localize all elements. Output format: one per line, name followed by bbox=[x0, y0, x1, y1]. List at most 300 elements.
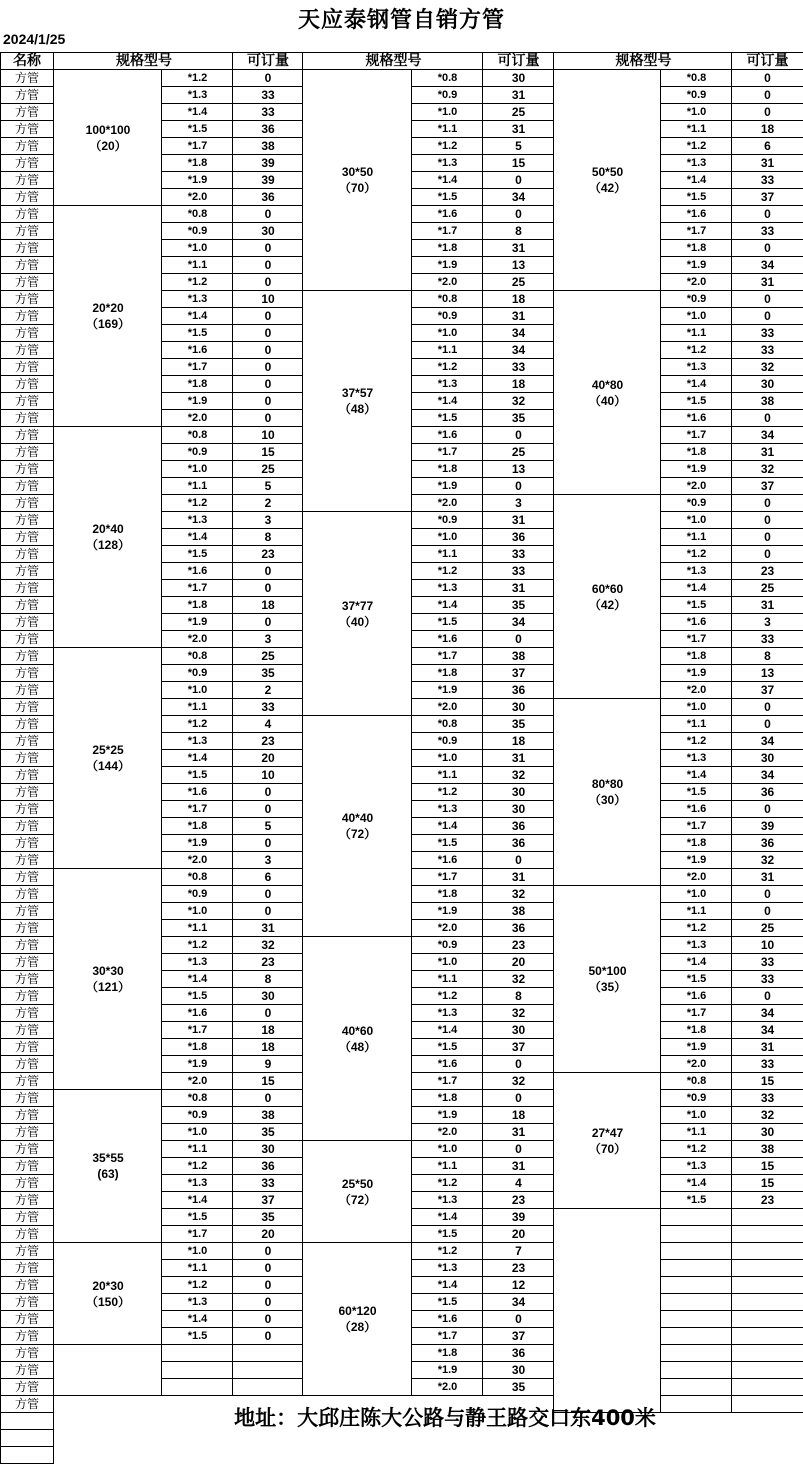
quantity-cell: 33 bbox=[731, 970, 803, 988]
quantity-cell: 0 bbox=[232, 273, 304, 291]
spec-group bbox=[53, 69, 163, 206]
quantity-cell: 32 bbox=[731, 1106, 803, 1124]
quantity-cell: 0 bbox=[232, 375, 304, 393]
quantity-cell: 0 bbox=[232, 783, 304, 801]
thickness-cell: *2.0 bbox=[411, 919, 484, 937]
thickness-cell: *1.9 bbox=[161, 613, 234, 631]
spec-size: 20*40 bbox=[92, 522, 124, 536]
quantity-cell: 30 bbox=[232, 987, 304, 1005]
thickness-cell: *1.7 bbox=[660, 630, 733, 648]
quantity-cell: 0 bbox=[232, 834, 304, 852]
quantity-cell: 0 bbox=[482, 1310, 555, 1328]
spec-size: 30*50 bbox=[341, 165, 374, 179]
quantity-cell bbox=[232, 1361, 304, 1379]
thickness-cell: *1.2 bbox=[411, 1174, 484, 1192]
quantity-cell: 36 bbox=[482, 681, 555, 699]
thickness-cell: *1.9 bbox=[411, 1361, 484, 1379]
quantity-cell: 0 bbox=[482, 426, 555, 444]
row-name-label: 方管 bbox=[0, 885, 54, 903]
spec-total: （72） bbox=[338, 1192, 377, 1207]
quantity-cell: 0 bbox=[232, 885, 304, 903]
row-name-label: 方管 bbox=[0, 1208, 54, 1226]
thickness-cell bbox=[660, 1225, 733, 1243]
row-name-label: 方管 bbox=[0, 103, 54, 121]
quantity-cell: 8 bbox=[731, 647, 803, 665]
quantity-cell: 0 bbox=[731, 545, 803, 563]
thickness-cell: *0.9 bbox=[161, 443, 234, 461]
thickness-cell: *1.4 bbox=[411, 392, 484, 410]
quantity-cell: 0 bbox=[731, 69, 803, 87]
thickness-cell: *1.2 bbox=[411, 783, 484, 801]
quantity-cell: 0 bbox=[482, 630, 555, 648]
thickness-cell: *1.3 bbox=[411, 1259, 484, 1277]
thickness-cell: *1.6 bbox=[660, 987, 733, 1005]
row-name-label: 方管 bbox=[0, 1242, 54, 1260]
row-name-label: 方管 bbox=[0, 1021, 54, 1039]
thickness-cell: *1.2 bbox=[411, 1242, 484, 1260]
quantity-cell: 31 bbox=[482, 1157, 555, 1175]
thickness-cell: *1.4 bbox=[411, 1021, 484, 1039]
thickness-cell: *1.3 bbox=[161, 1293, 234, 1311]
thickness-cell: *1.0 bbox=[161, 1242, 234, 1260]
thickness-cell: *1.5 bbox=[411, 1293, 484, 1311]
header-qty: 可订量 bbox=[232, 52, 304, 70]
spec-size: 30*30 bbox=[92, 964, 124, 978]
quantity-cell: 5 bbox=[232, 477, 304, 495]
quantity-cell: 10 bbox=[232, 290, 304, 308]
row-name-label: 方管 bbox=[0, 936, 54, 954]
quantity-cell: 32 bbox=[482, 1004, 555, 1022]
quantity-cell: 0 bbox=[232, 800, 304, 818]
thickness-cell: *1.7 bbox=[660, 222, 733, 240]
thickness-cell: *1.7 bbox=[411, 222, 484, 240]
quantity-cell: 0 bbox=[731, 307, 803, 325]
quantity-cell: 34 bbox=[482, 324, 555, 342]
thickness-cell: *1.7 bbox=[161, 1225, 234, 1243]
row-name-label: 方管 bbox=[0, 766, 54, 784]
spec-total: （35） bbox=[588, 980, 627, 994]
quantity-cell: 31 bbox=[482, 120, 555, 138]
quantity-cell: 33 bbox=[731, 630, 803, 648]
thickness-cell: *1.1 bbox=[660, 1123, 733, 1141]
row-name-label: 方管 bbox=[0, 732, 54, 750]
quantity-cell: 31 bbox=[731, 1038, 803, 1056]
quantity-cell: 0 bbox=[232, 902, 304, 920]
thickness-cell bbox=[660, 1242, 733, 1260]
quantity-cell: 31 bbox=[482, 579, 555, 597]
quantity-cell: 37 bbox=[482, 664, 555, 682]
row-name-label: 方管 bbox=[0, 86, 54, 104]
thickness-cell: *1.2 bbox=[161, 715, 234, 733]
quantity-cell: 37 bbox=[482, 1327, 555, 1345]
quantity-cell: 20 bbox=[482, 953, 555, 971]
thickness-cell: *0.9 bbox=[411, 307, 484, 325]
spec-total: （70） bbox=[338, 181, 377, 195]
header-spec: 规格型号 bbox=[553, 52, 734, 70]
quantity-cell: 38 bbox=[482, 902, 555, 920]
thickness-cell: *1.1 bbox=[411, 545, 484, 563]
thickness-cell: *1.1 bbox=[660, 715, 733, 733]
thickness-cell: *0.8 bbox=[660, 69, 733, 87]
thickness-cell: *1.2 bbox=[660, 1140, 733, 1158]
quantity-cell: 25 bbox=[482, 103, 555, 121]
row-name-label: 方管 bbox=[0, 596, 54, 614]
quantity-cell: 34 bbox=[731, 1004, 803, 1022]
thickness-cell bbox=[660, 1276, 733, 1294]
spec-group bbox=[553, 885, 662, 1073]
quantity-cell: 0 bbox=[731, 239, 803, 257]
spec-group bbox=[553, 698, 662, 886]
quantity-cell: 39 bbox=[232, 154, 304, 172]
thickness-cell: *2.0 bbox=[161, 630, 234, 648]
thickness-cell: *1.0 bbox=[660, 885, 733, 903]
thickness-cell: *1.3 bbox=[411, 154, 484, 172]
row-name-label: 方管 bbox=[0, 239, 54, 257]
quantity-cell: 0 bbox=[731, 698, 803, 716]
quantity-cell: 31 bbox=[731, 273, 803, 291]
thickness-cell: *1.5 bbox=[660, 1191, 733, 1209]
quantity-cell: 0 bbox=[232, 1293, 304, 1311]
thickness-cell: *1.3 bbox=[411, 375, 484, 393]
thickness-cell: *1.9 bbox=[411, 477, 484, 495]
spec-total: （42） bbox=[588, 597, 627, 612]
row-name-label: 方管 bbox=[0, 426, 54, 444]
thickness-cell: *1.2 bbox=[660, 545, 733, 563]
quantity-cell: 31 bbox=[731, 443, 803, 461]
spec-size: 60*60 bbox=[591, 581, 624, 596]
thickness-cell: *2.0 bbox=[660, 681, 733, 699]
thickness-cell: *1.0 bbox=[660, 307, 733, 325]
quantity-cell: 18 bbox=[232, 596, 304, 614]
quantity-cell: 30 bbox=[232, 1140, 304, 1158]
quantity-cell: 13 bbox=[482, 460, 555, 478]
thickness-cell: *1.7 bbox=[411, 1327, 484, 1345]
row-name-label: 方管 bbox=[0, 1327, 54, 1345]
thickness-cell: *2.0 bbox=[660, 868, 733, 886]
quantity-cell: 0 bbox=[232, 307, 304, 325]
quantity-cell: 31 bbox=[731, 154, 803, 172]
spec-group bbox=[302, 1242, 413, 1396]
quantity-cell: 36 bbox=[482, 919, 555, 937]
thickness-cell: *1.4 bbox=[161, 749, 234, 767]
quantity-cell: 34 bbox=[482, 613, 555, 631]
quantity-cell: 18 bbox=[482, 375, 555, 393]
thickness-cell: *1.1 bbox=[161, 1259, 234, 1277]
quantity-cell bbox=[232, 1378, 304, 1396]
quantity-cell: 36 bbox=[232, 188, 304, 206]
row-name-label: 方管 bbox=[0, 69, 54, 87]
thickness-cell: *1.0 bbox=[161, 902, 234, 920]
quantity-cell: 0 bbox=[731, 494, 803, 512]
quantity-cell: 36 bbox=[731, 834, 803, 852]
quantity-cell: 32 bbox=[482, 1072, 555, 1090]
row-name-label: 方管 bbox=[0, 222, 54, 240]
row-name-label: 方管 bbox=[0, 1378, 54, 1396]
quantity-cell: 36 bbox=[482, 817, 555, 835]
row-name-label: 方管 bbox=[0, 120, 54, 138]
thickness-cell: *1.4 bbox=[411, 1276, 484, 1294]
thickness-cell: *1.3 bbox=[161, 732, 234, 750]
quantity-cell: 18 bbox=[232, 1038, 304, 1056]
row-name-label: 方管 bbox=[0, 1310, 54, 1328]
thickness-cell: *1.3 bbox=[411, 1004, 484, 1022]
thickness-cell: *0.9 bbox=[161, 885, 234, 903]
thickness-cell: *1.5 bbox=[411, 188, 484, 206]
row-name-label: 方管 bbox=[0, 579, 54, 597]
thickness-cell: *1.8 bbox=[411, 1344, 484, 1362]
thickness-cell: *1.5 bbox=[411, 409, 484, 427]
thickness-cell: *1.7 bbox=[411, 443, 484, 461]
quantity-cell: 33 bbox=[482, 562, 555, 580]
row-name-label: 方管 bbox=[0, 715, 54, 733]
thickness-cell: *1.5 bbox=[660, 783, 733, 801]
row-name-label: 方管 bbox=[0, 1191, 54, 1209]
spec-total: （70） bbox=[588, 1141, 627, 1156]
thickness-cell: *1.2 bbox=[660, 732, 733, 750]
quantity-cell: 25 bbox=[232, 460, 304, 478]
thickness-cell: *1.0 bbox=[660, 698, 733, 716]
quantity-cell: 3 bbox=[232, 851, 304, 869]
thickness-cell: *1.2 bbox=[411, 358, 484, 376]
thickness-cell: *0.8 bbox=[161, 647, 234, 665]
thickness-cell: *1.5 bbox=[161, 120, 234, 138]
thickness-cell: *0.9 bbox=[411, 732, 484, 750]
thickness-cell: *1.7 bbox=[411, 868, 484, 886]
thickness-cell: *1.6 bbox=[411, 426, 484, 444]
thickness-cell: *1.5 bbox=[161, 324, 234, 342]
quantity-cell: 31 bbox=[482, 749, 555, 767]
thickness-cell: *0.8 bbox=[411, 290, 484, 308]
thickness-cell bbox=[660, 1361, 733, 1379]
quantity-cell: 33 bbox=[731, 953, 803, 971]
row-name-label: 方管 bbox=[0, 409, 54, 427]
thickness-cell: *1.9 bbox=[660, 664, 733, 682]
quantity-cell: 25 bbox=[482, 273, 555, 291]
quantity-cell: 25 bbox=[731, 579, 803, 597]
thickness-cell: *1.2 bbox=[161, 69, 234, 87]
thickness-cell: *0.9 bbox=[411, 936, 484, 954]
thickness-cell: *1.9 bbox=[411, 681, 484, 699]
thickness-cell: *0.8 bbox=[161, 205, 234, 223]
thickness-cell: *0.9 bbox=[161, 222, 234, 240]
quantity-cell: 0 bbox=[731, 205, 803, 223]
row-name-label: 方管 bbox=[0, 1361, 54, 1379]
quantity-cell: 13 bbox=[731, 664, 803, 682]
spec-size: 20*20 bbox=[92, 301, 124, 315]
thickness-cell: *0.9 bbox=[660, 494, 733, 512]
thickness-cell: *1.5 bbox=[411, 834, 484, 852]
spec-total: （20） bbox=[89, 138, 127, 153]
thickness-cell bbox=[660, 1259, 733, 1277]
quantity-cell: 18 bbox=[482, 1106, 555, 1124]
thickness-cell: *1.3 bbox=[660, 154, 733, 172]
spec-total: （40） bbox=[338, 614, 377, 629]
thickness-cell: *1.9 bbox=[161, 834, 234, 852]
quantity-cell: 33 bbox=[232, 698, 304, 716]
quantity-cell: 34 bbox=[482, 1293, 555, 1311]
row-name-label: 方管 bbox=[0, 443, 54, 461]
quantity-cell: 37 bbox=[731, 477, 803, 495]
row-name-label: 方管 bbox=[0, 1395, 54, 1413]
spec-total: （48） bbox=[338, 402, 377, 416]
row-name-label: 方管 bbox=[0, 1140, 54, 1158]
thickness-cell: *1.3 bbox=[660, 358, 733, 376]
spec-size: 50*100 bbox=[588, 964, 627, 978]
quantity-cell: 23 bbox=[731, 1191, 803, 1209]
spec-group bbox=[302, 936, 413, 1141]
header-spec: 规格型号 bbox=[53, 52, 235, 70]
thickness-cell: *1.2 bbox=[411, 137, 484, 155]
quantity-cell: 20 bbox=[482, 1225, 555, 1243]
quantity-cell: 0 bbox=[731, 103, 803, 121]
spec-group bbox=[553, 494, 662, 699]
row-name-label: 方管 bbox=[0, 1174, 54, 1192]
quantity-cell: 0 bbox=[731, 86, 803, 104]
quantity-cell: 0 bbox=[232, 69, 304, 87]
quantity-cell: 18 bbox=[731, 120, 803, 138]
thickness-cell: *1.1 bbox=[161, 919, 234, 937]
thickness-cell: *1.0 bbox=[161, 239, 234, 257]
row-name-label: 方管 bbox=[0, 273, 54, 291]
row-name-label: 方管 bbox=[0, 1004, 54, 1022]
thickness-cell: *1.4 bbox=[161, 1310, 234, 1328]
thickness-cell: *1.9 bbox=[161, 392, 234, 410]
spec-total: （40） bbox=[588, 393, 627, 408]
quantity-cell bbox=[232, 1344, 304, 1362]
quantity-cell bbox=[731, 1276, 803, 1294]
thickness-cell: *1.3 bbox=[660, 936, 733, 954]
thickness-cell: *1.8 bbox=[411, 239, 484, 257]
thickness-cell bbox=[660, 1327, 733, 1345]
quantity-cell: 0 bbox=[232, 205, 304, 223]
quantity-cell: 30 bbox=[482, 800, 555, 818]
spec-size: 35*55 bbox=[92, 1151, 124, 1165]
quantity-cell: 2 bbox=[232, 494, 304, 512]
thickness-cell: *1.3 bbox=[660, 1157, 733, 1175]
thickness-cell: *1.5 bbox=[660, 970, 733, 988]
quantity-cell: 37 bbox=[232, 1191, 304, 1209]
thickness-cell: *1.4 bbox=[411, 171, 484, 189]
quantity-cell: 10 bbox=[731, 936, 803, 954]
row-name-label: 方管 bbox=[0, 1089, 54, 1107]
quantity-cell: 0 bbox=[482, 477, 555, 495]
quantity-cell: 0 bbox=[731, 902, 803, 920]
quantity-cell: 10 bbox=[232, 426, 304, 444]
quantity-cell: 30 bbox=[731, 1123, 803, 1141]
thickness-cell: *1.6 bbox=[660, 205, 733, 223]
thickness-cell: *1.1 bbox=[411, 120, 484, 138]
row-name-label: 方管 bbox=[0, 749, 54, 767]
quantity-cell: 35 bbox=[232, 1123, 304, 1141]
thickness-cell: *1.5 bbox=[660, 392, 733, 410]
thickness-cell: *1.4 bbox=[660, 1174, 733, 1192]
thickness-cell: *0.8 bbox=[161, 868, 234, 886]
thickness-cell: *1.8 bbox=[660, 443, 733, 461]
thickness-cell: *1.6 bbox=[161, 1004, 234, 1022]
thickness-cell: *1.7 bbox=[660, 1004, 733, 1022]
thickness-cell: *1.0 bbox=[411, 103, 484, 121]
thickness-cell: *1.8 bbox=[660, 834, 733, 852]
thickness-cell: *1.9 bbox=[411, 256, 484, 274]
quantity-cell: 0 bbox=[731, 528, 803, 546]
thickness-cell: *1.8 bbox=[411, 885, 484, 903]
thickness-cell: *2.0 bbox=[411, 1123, 484, 1141]
quantity-cell bbox=[731, 1327, 803, 1345]
quantity-cell: 38 bbox=[731, 392, 803, 410]
row-name-label: 方管 bbox=[0, 205, 54, 223]
quantity-cell: 8 bbox=[232, 528, 304, 546]
quantity-cell: 31 bbox=[731, 868, 803, 886]
quantity-cell: 23 bbox=[482, 936, 555, 954]
thickness-cell: *0.8 bbox=[411, 69, 484, 87]
spec-group bbox=[553, 1208, 662, 1413]
thickness-cell: *1.1 bbox=[411, 341, 484, 359]
row-name-label: 方管 bbox=[0, 783, 54, 801]
quantity-cell: 30 bbox=[482, 1361, 555, 1379]
thickness-cell: *1.1 bbox=[660, 528, 733, 546]
row-name-label: 方管 bbox=[0, 647, 54, 665]
spec-size: 60*120 bbox=[338, 1304, 377, 1318]
thickness-cell: *1.2 bbox=[161, 1276, 234, 1294]
spec-total: （169） bbox=[85, 317, 131, 331]
quantity-cell: 33 bbox=[482, 545, 555, 563]
row-name-label: 方管 bbox=[0, 851, 54, 869]
thickness-cell: *1.2 bbox=[660, 137, 733, 155]
spec-size: 40*40 bbox=[341, 811, 374, 825]
quantity-cell: 38 bbox=[482, 647, 555, 665]
quantity-cell: 6 bbox=[731, 137, 803, 155]
thickness-cell: *2.0 bbox=[161, 188, 234, 206]
thickness-cell: *0.9 bbox=[660, 1089, 733, 1107]
thickness-cell: *1.1 bbox=[161, 1140, 234, 1158]
thickness-cell: *1.1 bbox=[161, 256, 234, 274]
quantity-cell: 0 bbox=[731, 715, 803, 733]
quantity-cell: 39 bbox=[482, 1208, 555, 1226]
row-name-label: 方管 bbox=[0, 698, 54, 716]
row-name-label: 方管 bbox=[0, 1225, 54, 1243]
thickness-cell: *1.3 bbox=[660, 749, 733, 767]
row-name-label: 方管 bbox=[0, 256, 54, 274]
spec-total: （121） bbox=[85, 980, 131, 994]
spec-total: （72） bbox=[338, 827, 377, 841]
thickness-cell: *1.0 bbox=[660, 511, 733, 529]
quantity-cell bbox=[731, 1208, 803, 1226]
thickness-cell: *1.6 bbox=[411, 851, 484, 869]
quantity-cell: 34 bbox=[731, 766, 803, 784]
quantity-cell: 0 bbox=[482, 851, 555, 869]
thickness-cell: *1.5 bbox=[411, 613, 484, 631]
thickness-cell: *1.6 bbox=[660, 613, 733, 631]
quantity-cell bbox=[731, 1310, 803, 1328]
quantity-cell: 30 bbox=[731, 749, 803, 767]
quantity-cell: 32 bbox=[482, 392, 555, 410]
quantity-cell: 38 bbox=[731, 1140, 803, 1158]
quantity-cell: 18 bbox=[232, 1021, 304, 1039]
thickness-cell: *1.1 bbox=[411, 766, 484, 784]
header-qty: 可订量 bbox=[482, 52, 555, 70]
thickness-cell bbox=[660, 1310, 733, 1328]
quantity-cell: 33 bbox=[482, 358, 555, 376]
thickness-cell: *1.1 bbox=[660, 120, 733, 138]
spec-group bbox=[53, 426, 163, 648]
thickness-cell: *1.6 bbox=[411, 1055, 484, 1073]
thickness-cell: *1.5 bbox=[161, 766, 234, 784]
quantity-cell: 15 bbox=[482, 154, 555, 172]
spec-total: （150） bbox=[85, 1294, 131, 1309]
thickness-cell: *1.9 bbox=[660, 1038, 733, 1056]
row-name-label: 方管 bbox=[0, 919, 54, 937]
quantity-cell: 0 bbox=[731, 409, 803, 427]
